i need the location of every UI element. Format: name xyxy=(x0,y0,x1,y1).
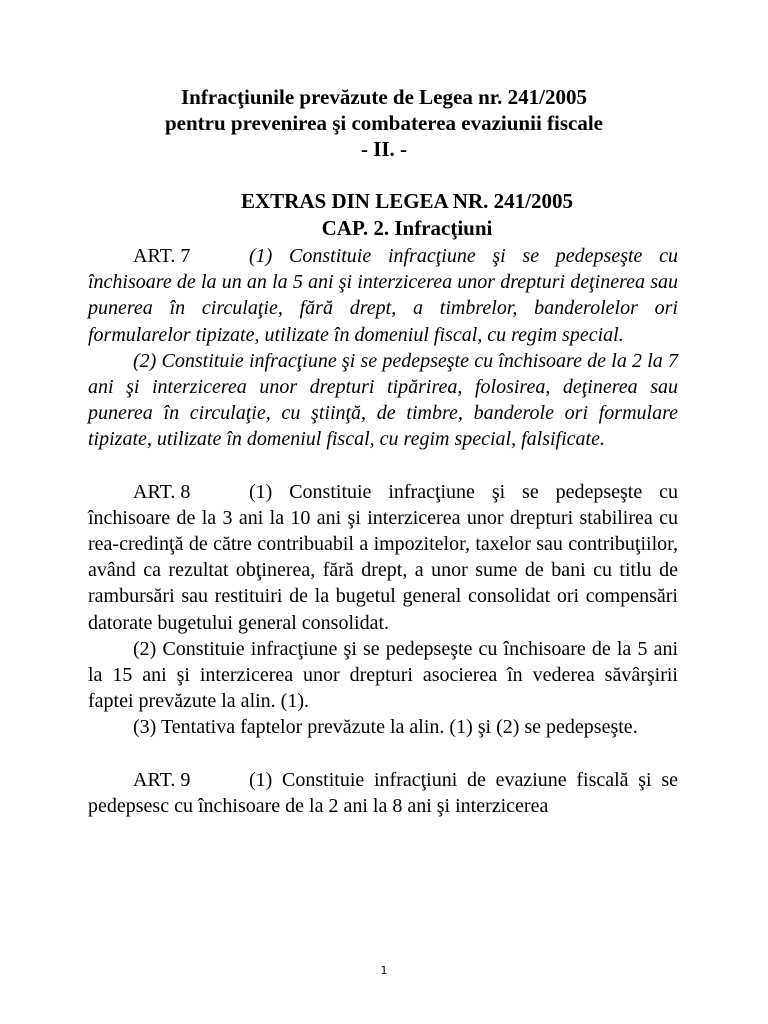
art9-p1-text: (1) Constituie infracţiuni de evaziune fiscală şi se pedepsesc cu închisoare de la 2 ani la 8 ani şi interzicerea xyxy=(88,768,678,817)
document-title-part: - II. - xyxy=(360,137,408,161)
art8-paragraph-2: (2) Constituie infracţiune şi se pedepseşte cu închisoare de la 5 ani la 15 ani şi interzicerea unor drepturi asocierea în vederea săvârşirii faptei prevăzute la alin. (1). xyxy=(88,637,678,713)
spacer xyxy=(88,741,678,767)
document-body xyxy=(88,243,678,819)
art7-label: ART. 7 xyxy=(133,245,191,267)
art9-paragraph-1 xyxy=(88,767,678,819)
document-title-line-1: Infracţiunile prevăzute de Legea nr. 241/2005 xyxy=(181,85,587,109)
art8-paragraph-1 xyxy=(88,479,678,636)
spacer xyxy=(88,453,678,479)
art8-p1-text: (1) Constituie infracţiune şi se pedepseşte cu închisoare de la 3 ani la 10 ani şi interzicerea unor drepturi stabilirea cu rea-credinţă de către contribuabil a impozitelor, taxelor sau contribuţiilor, având ca rezultat obţinerea, fără drept, a unor sume de bani cu titlu de rambursări sau restituiri de la bugetul general consolidat ori compensări datorate bugetului general consolidat. xyxy=(88,480,678,634)
art8-label: ART. 8 xyxy=(133,480,191,503)
document-title-line-2: pentru prevenirea şi combaterea evaziunii fiscale xyxy=(164,111,604,135)
chapter-title: CAP. 2. Infracţiuni xyxy=(321,216,493,240)
art9-label: ART. 9 xyxy=(133,768,191,791)
art7-paragraph-1 xyxy=(88,243,678,348)
art7-p1-text: (1) Constituie infracţiune şi se pedepseşte cu închisoare de la un an la 5 ani şi interzicerea unor drepturi deţinerea sau punerea în circulaţie, fără drept, a timbrelor, banderolelor ori formularelor tipizate, utilizate în domeniul fiscal, cu regim special. xyxy=(88,245,678,346)
section-title: EXTRAS DIN LEGEA NR. 241/2005 xyxy=(241,189,573,213)
art8-paragraph-3: (3) Tentativa faptelor prevăzute la alin. (1) şi (2) se pedepseşte. xyxy=(133,716,638,739)
page-number: 1 xyxy=(380,964,388,977)
art7-paragraph-2: (2) Constituie infracţiune şi se pedepseşte cu închisoare de la 2 la 7 ani şi interzicerea unor drepturi tipărirea, folosirea, deţinerea sau punerea în circulaţie, cu ştiinţă, de timbre, banderole ori formulare tipizate, utilizate în domeniul fiscal, cu regim special, falsificate. xyxy=(88,349,678,451)
